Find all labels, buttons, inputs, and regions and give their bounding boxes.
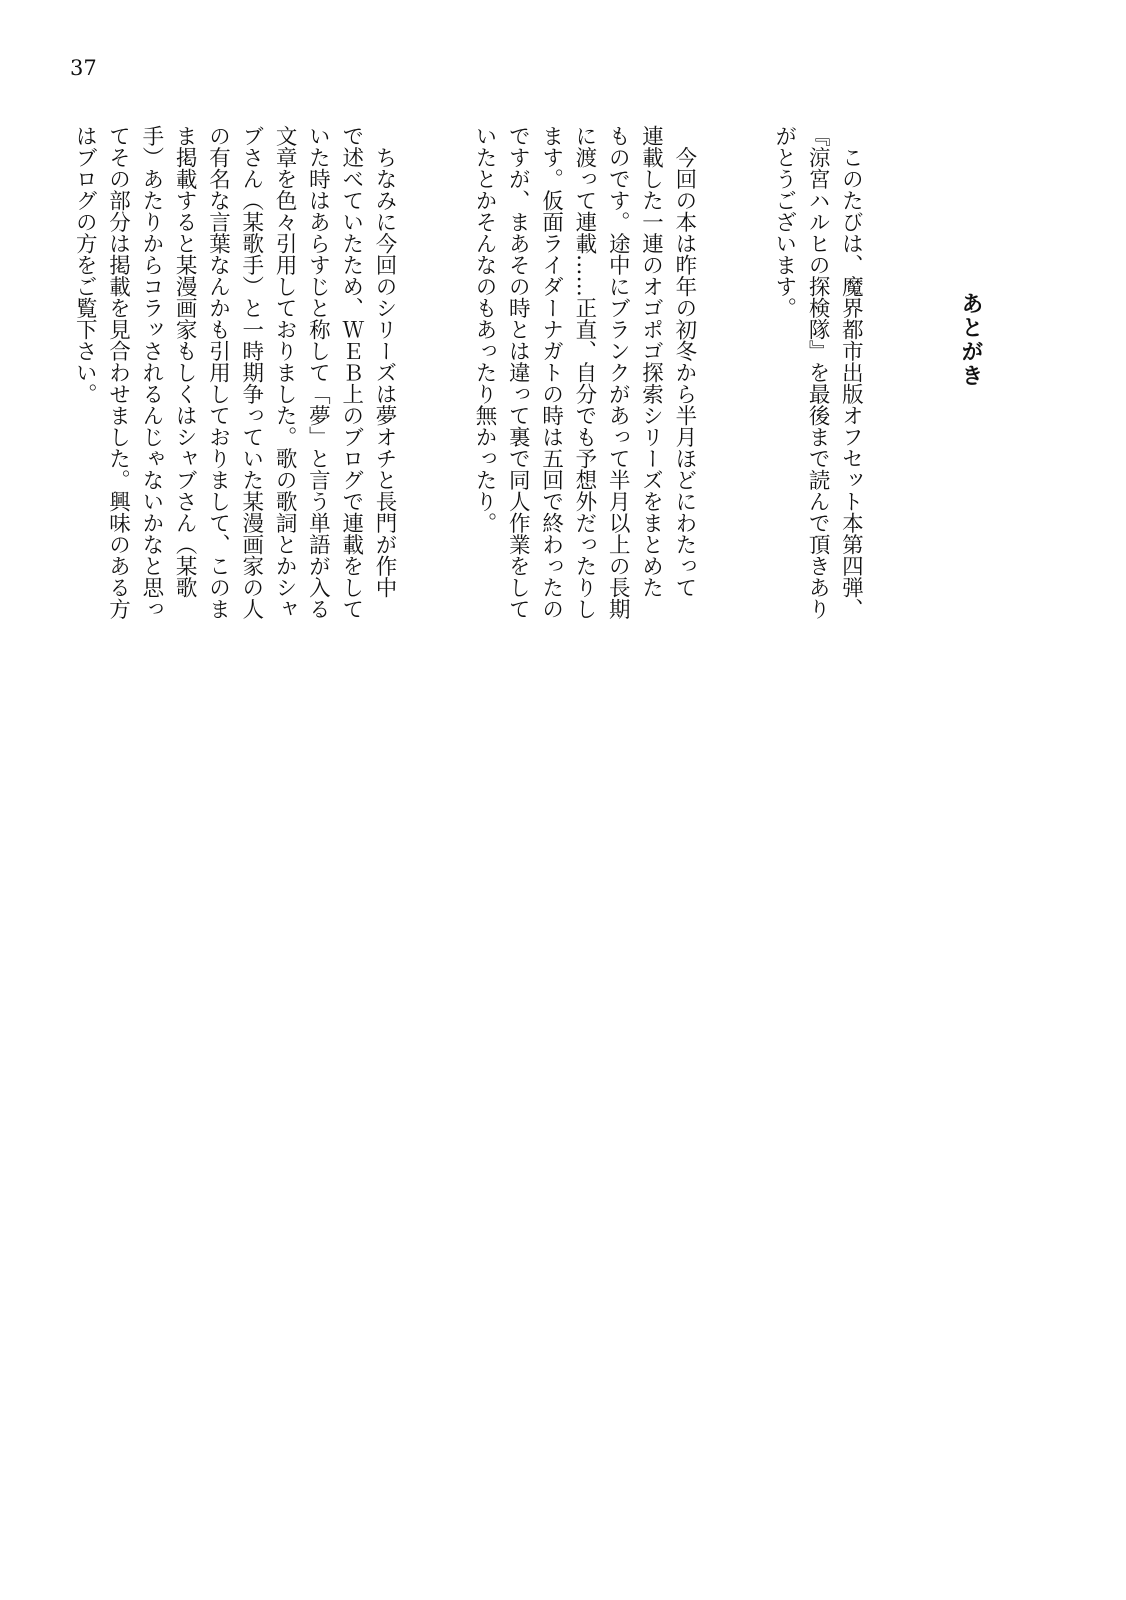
paragraph: 今回の本は昨年の初冬から半月ほどにわたって 連載した一連のオゴポゴ探索シリーズをまとめた ものです。途中にブランクがあって半月以上の長期 に渡って連載……正直、自分でも予想外だったりし ます。仮面ライダーナガトの時は五回で終わったの ですが、まあその時とは違って裏で同人作業をして いたとかそんなのもあったり無かったり。 bbox=[471, 125, 697, 620]
page-number: 37 bbox=[70, 56, 97, 80]
afterword-text bbox=[72, 125, 934, 620]
afterword-title: あとがき bbox=[958, 292, 983, 388]
paragraph: ちなみに今回のシリーズは夢オチと長門が作中 で述べていたため、ＷＥＢ上のブログで連載をして いた時はあらすじと称して「夢」と言う単語が入る 文章を色々引用しておりました。歌の歌詞とかシャ ブさん（某歌手）と一時期争っていた某漫画家の人 の有名な言葉なんかも引用しておりまして、このま ま掲載すると某漫画家もしくはシャブさん（某歌 手）あたりからコラッされるんじゃないかなと思っ てその部分は掲載を見合わせました。興味のある方 はブログの方をご覧下さい。 bbox=[72, 125, 397, 620]
paragraph: このたびは、魔界都市出版オフセット本第四弾、 『涼宮ハルヒの探検隊』を最後まで読んで頂きあり がとうございます。 bbox=[771, 125, 864, 620]
paragraph bbox=[0, 125, 1, 565]
